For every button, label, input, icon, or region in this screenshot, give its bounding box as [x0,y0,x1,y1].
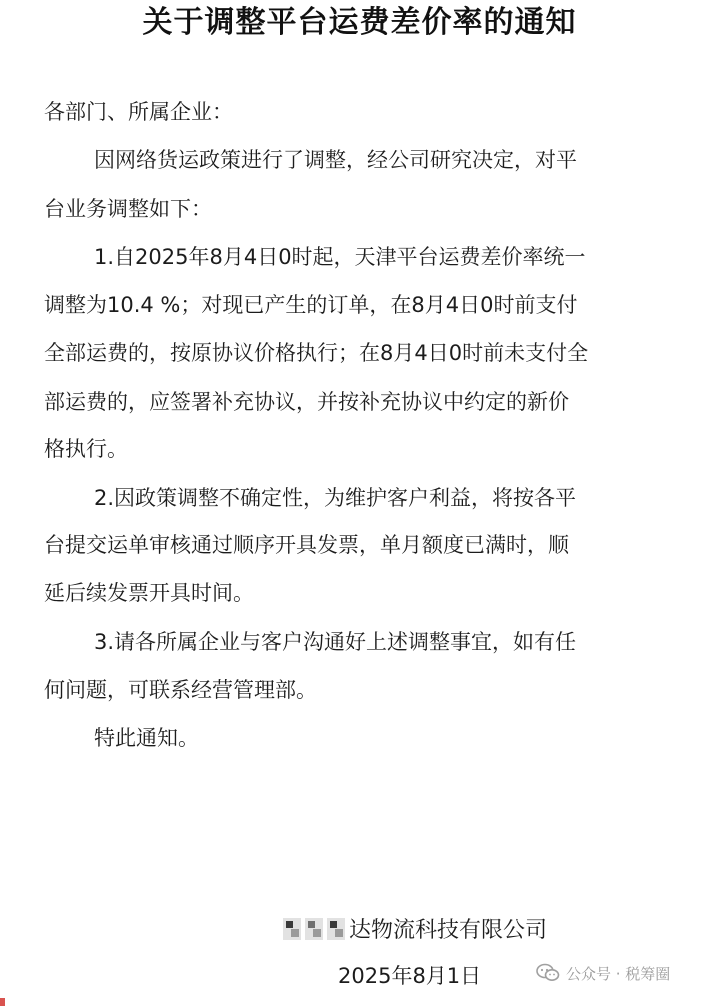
salutation: 各部门、所属企业： [44,100,233,124]
item-2-line-2: 台提交运单审核通过顺序开具发票，单月额度已满时，顺 [44,533,569,557]
closing-line: 特此通知。 [94,726,199,750]
item-3-line-2: 何问题，可联系经营管理部。 [44,678,317,702]
item-1-line-5: 格执行。 [44,437,128,461]
document-title: 关于调整平台运费差价率的通知 [142,5,577,40]
wechat-official-account-icon [536,963,560,983]
signature-date: 2025年8月1日 [338,964,482,988]
watermark [536,961,670,985]
item-1-line-3: 全部运费的，按原协议价格执行；在8月4日0时前未支付全 [44,341,589,365]
intro-line-2: 台业务调整如下： [44,197,212,221]
intro-line-1: 因网络货运政策进行了调整，经公司研究决定，对平 [94,148,577,172]
item-3-line-1: 3.请各所属企业与客户沟通好上述调整事宜，如有任 [94,630,577,654]
item-1-line-1: 1.自2025年8月4日0时起，天津平台运费差价率统一 [94,245,586,269]
corner-mark [0,998,5,1006]
item-2-line-1: 2.因政策调整不确定性，为维护客户利益，将按各平 [94,486,577,510]
redacted-block-icon [327,918,345,940]
item-2-line-3: 延后续发票开具时间。 [44,581,254,605]
redacted-block-icon [283,918,301,940]
watermark-text: 公众号 · 税筹圈 [566,964,671,983]
signature-company [283,917,547,945]
item-1-line-4: 部运费的，应签署补充协议，并按补充协议中约定的新价 [44,390,569,414]
item-1-line-2: 调整为10.4 %；对现已产生的订单，在8月4日0时前支付 [44,293,578,317]
redacted-block-icon [305,918,323,940]
signature-company-name: 达物流科技有限公司 [349,918,548,943]
